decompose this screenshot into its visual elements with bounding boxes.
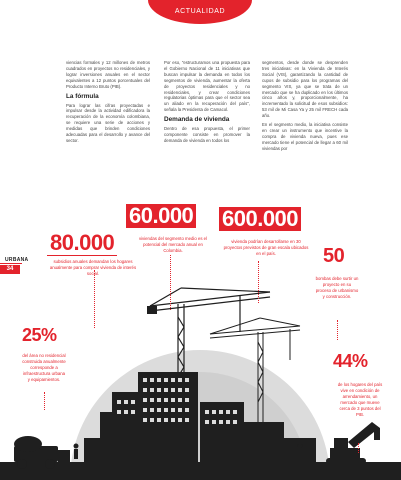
- connector-line-5: [44, 392, 45, 410]
- stat-600000-box: 600.000: [219, 207, 301, 231]
- col1-paragraph-2: Para lograr las cifras proyectadas e impulsar desde la actividad edificadora la recuperación de la economía colombiana, se requiere una serie de acciones y medidas que brinden condiciones adecuadas para el desarrollo y avance del sector.: [66, 102, 150, 143]
- text-column-3: [262, 60, 348, 155]
- col3-paragraph-1: segmentos, desde donde se desprenden tres iniciativas: en la Vivienda de Interés Social (VIS), garantizando la cantidad de cupos de subsidio para los programas del segmento VIS, ya que se trata de un mercado que se ha duplicado en los últimos cinco años y, proporcionalmente, ha incrementado la solicitud de esos subsidios: 53 mil de Mi Casa Ya y 25 mil FRECH cada año.: [262, 60, 348, 119]
- stat-600000-text: vivienda podrían desarrollarse en 30 proyectos previstos de gran escala ubicados en el país.: [223, 239, 309, 256]
- col3-paragraph-2: En el segmento medio, la iniciativa consiste en crear un instrumento que incentive la compra de vivienda nueva, pues ese mercado tiene el potencial de llegar a 60 mil viviendas por: [262, 122, 348, 151]
- stat-25-text: del área no residencial construida anualmente corresponde a infraestructura urbana y equipamientos.: [22, 353, 66, 382]
- stat-80000-text: subsidios anuales demandan los hogares anualmente para comprar vivienda de interés social.: [49, 259, 137, 276]
- connector-line-2: [170, 255, 171, 310]
- section-title: ACTUALIDAD: [174, 8, 226, 15]
- text-column-1: [66, 60, 150, 147]
- col2-heading: Demanda de vivienda: [164, 116, 230, 124]
- col1-paragraph-1: viencias formales y 12 millones de metros cuadrados en proyectos no residenciales, y lograr inversiones anuales en el sector equivalentes a 12 puntos porcentuales del Producto Interno Bruto (PIB).: [66, 60, 150, 89]
- text-column-2: [164, 60, 250, 147]
- connector-line-4: [337, 320, 338, 340]
- stat-60000-text: viviendas del segmento medio es el potencial del mercado anual en Colombia.: [138, 236, 208, 253]
- stat-60000-box: 60.000: [126, 204, 196, 228]
- stat-80000-box: 80.000: [47, 231, 117, 256]
- stat-600000-value: [219, 207, 301, 231]
- excavator: [326, 422, 380, 464]
- stat-50-value: 50: [323, 245, 345, 267]
- stat-80000-value: [47, 231, 117, 256]
- stat-60000-value: [126, 204, 196, 228]
- connector-line-3: [258, 261, 259, 303]
- stat-44-value: 44%: [333, 351, 368, 371]
- magazine-name: URBANA: [5, 257, 29, 263]
- stat-25-value: 25%: [22, 325, 57, 345]
- col2-paragraph-2: Dentro de esa propuesta, el primer componente consiste en promover la demanda de vivienda en todos los: [164, 126, 250, 143]
- stat-44-text: de los hogares del país vive en condición de arrendamiento, un mercado que mueve cerca de 3 puntos del PIB.: [337, 382, 383, 417]
- col1-heading: La fórmula: [66, 92, 99, 100]
- page-number: 34: [0, 265, 20, 274]
- stat-50-text: bombas debe surtir un proyecto en su proceso de urbanismo y construcción.: [315, 276, 359, 299]
- col2-paragraph-1: Por eso, "estructuramos una propuesta para el Gobierno Nacional de 11 iniciativas que buscan impulsar la demanda en todos los segmentos de vivienda, aumentar la oferta de proyectos residenciales y no residenciales, y crear condiciones regulatorias óptimas para que el sector sea un aliado en la recuperación del país", señala la Presidenta de Camacol.: [164, 60, 250, 113]
- ground-strip: [0, 462, 401, 480]
- connector-line-6: [358, 443, 359, 453]
- connector-line-1: [94, 270, 95, 328]
